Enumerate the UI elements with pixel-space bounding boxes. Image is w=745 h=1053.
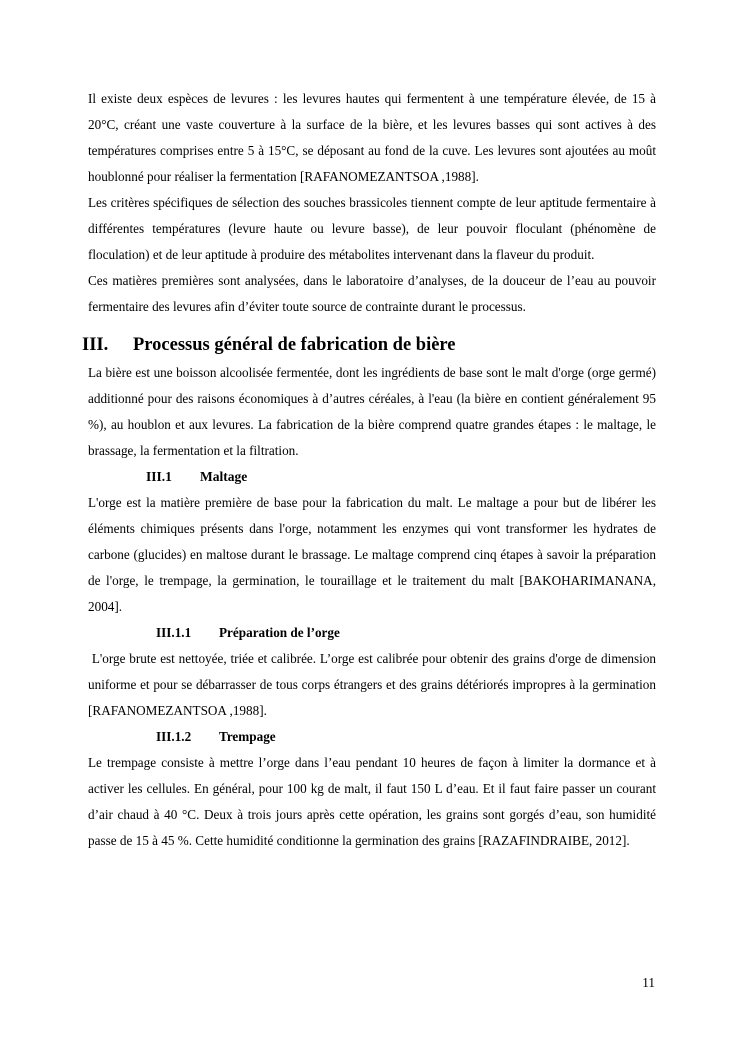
heading-section-3-1 — [146, 464, 656, 490]
document-page — [82, 86, 660, 854]
heading-section-3-1-2 — [156, 724, 656, 750]
heading-title: Maltage — [200, 469, 248, 484]
page-number: 11 — [642, 975, 655, 990]
paragraph-analysis: Ces matières premières sont analysées, dans le laboratoire d’analyses, de la douceur de l’eau au pouvoir fermentaire des levures afin d’éviter toute source de contrainte durant le processus. — [88, 273, 656, 314]
heading-section-3 — [82, 330, 656, 360]
heading-section-3-1-1 — [156, 620, 656, 646]
paragraph-beer-process: La bière est une boisson alcoolisée fermentée, dont les ingrédients de base sont le malt d'orge (orge germé) additionné pour des raisons économiques à d’autres céréales, à l'eau (la bière en contient généralement 95 %), au houblon et aux levures. La fabrication de la bière comprend quatre grandes étapes : le maltage, le brassage, la fermentation et la filtration. — [88, 365, 656, 458]
heading-title: Processus général de fabrication de bière — [133, 335, 456, 355]
paragraph-strain-selection: Les critères spécifiques de sélection des souches brassicoles tiennent compte de leur aptitude fermentaire à différentes températures (levure haute ou levure basse), de leur pouvoir floculant (phénomène de floculation) et de leur aptitude à produire des métabolites intervenant dans la flaveur du produit. — [88, 195, 656, 262]
paragraph-yeast-types: Il existe deux espèces de levures : les levures hautes qui fermentent à une température élevée, de 15 à 20°C, créant une vaste couverture à la surface de la bière, et les levures basses qui sont actives à des températures comprises entre 5 à 15°C, se déposant au fond de la cuve. Les levures sont ajoutées au moût houblonné pour réaliser la fermentation [RAFANOMEZANTSOA ,1988]. — [88, 91, 656, 184]
paragraph-trempage: Le trempage consiste à mettre l’orge dans l’eau pendant 10 heures de façon à limiter la dormance et à activer les cellules. En général, pour 100 kg de malt, il faut 150 L d’eau. Et il faut faire passer un courant d’air chaud à 40 °C. Deux à trois jours après cette opération, les grains sont gorgés d’eau, son humidité passe de 15 à 45 %. Cette humidité conditionne la germination des grains [RAZAFINDRAIBE, 2012]. — [88, 755, 656, 848]
paragraph-preparation: L'orge brute est nettoyée, triée et calibrée. L’orge est calibrée pour obtenir des grains d'orge de dimension uniforme et pour se débarrasser de tous corps étrangers et des grains détériorés impropres à la germination [RAFANOMEZANTSOA ,1988]. — [88, 651, 660, 718]
heading-number: III.1.2 — [156, 729, 192, 744]
heading-number: III. — [82, 335, 109, 355]
paragraph-maltage: L'orge est la matière première de base pour la fabrication du malt. Le maltage a pour but de libérer les éléments chimiques présents dans l'orge, notamment les enzymes qui vont transformer les hydrates de carbone (glucides) en maltose durant le brassage. Le maltage comprend cinq étapes à savoir la préparation de l'orge, le trempage, la germination, le touraillage et le traitement du malt [BAKOHARIMANANA, 2004]. — [88, 495, 656, 614]
heading-title: Trempage — [219, 729, 276, 744]
heading-number: III.1 — [146, 469, 172, 484]
heading-title: Préparation de l’orge — [219, 625, 340, 640]
heading-number: III.1.1 — [156, 625, 192, 640]
